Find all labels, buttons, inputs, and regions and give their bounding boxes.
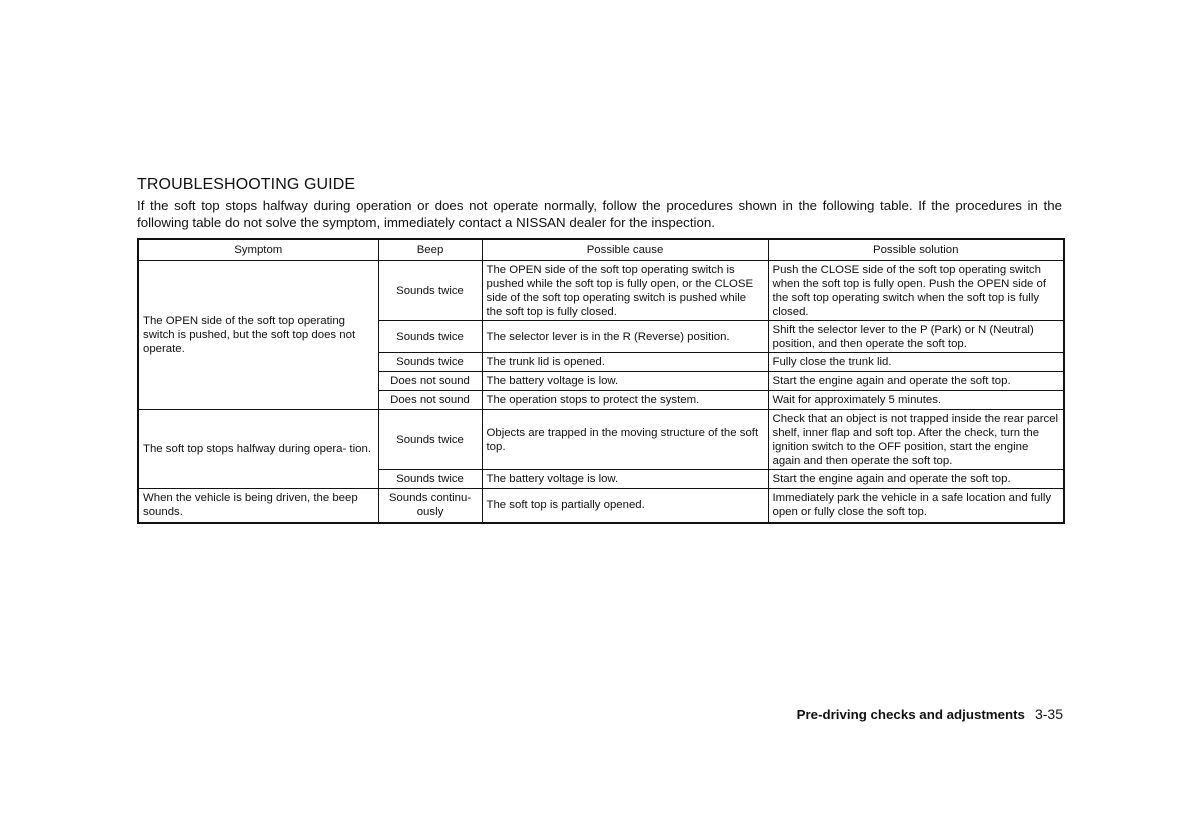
symptom-cell: When the vehicle is being driven, the beep sounds. bbox=[138, 489, 378, 523]
page-footer bbox=[797, 705, 1063, 724]
beep-cell: Does not sound bbox=[378, 372, 482, 391]
symptom-cell: The OPEN side of the soft top operating switch is pushed, but the soft top does not operate. bbox=[138, 261, 378, 410]
table-row bbox=[138, 489, 1064, 523]
solution-cell: Push the CLOSE side of the soft top operating switch when the soft top is fully open. Push the OPEN side of the soft top operating switch when the soft top is fully closed. bbox=[768, 261, 1064, 321]
solution-cell: Check that an object is not trapped inside the rear parcel shelf, inner flap and soft top. After the check, turn the ignition switch to the OFF position, start the engine again and then operate the soft top. bbox=[768, 410, 1064, 470]
symptom-cell: The soft top stops halfway during opera- tion. bbox=[138, 410, 378, 489]
solution-cell: Immediately park the vehicle in a safe location and fully open or fully close the soft top. bbox=[768, 489, 1064, 523]
beep-cell: Sounds twice bbox=[378, 410, 482, 470]
solution-cell: Shift the selector lever to the P (Park) or N (Neutral) position, and then operate the soft top. bbox=[768, 321, 1064, 353]
column-header-solution: Possible solution bbox=[768, 239, 1064, 261]
table-row bbox=[138, 410, 1064, 470]
beep-cell: Sounds continu- ously bbox=[378, 489, 482, 523]
column-header-beep: Beep bbox=[378, 239, 482, 261]
cause-cell: The trunk lid is opened. bbox=[482, 353, 768, 372]
solution-cell: Start the engine again and operate the soft top. bbox=[768, 372, 1064, 391]
solution-cell: Wait for approximately 5 minutes. bbox=[768, 391, 1064, 410]
solution-cell: Start the engine again and operate the soft top. bbox=[768, 470, 1064, 489]
cause-cell: The battery voltage is low. bbox=[482, 372, 768, 391]
cause-cell: The battery voltage is low. bbox=[482, 470, 768, 489]
cause-cell: The selector lever is in the R (Reverse) position. bbox=[482, 321, 768, 353]
troubleshooting-table bbox=[137, 238, 1065, 524]
beep-cell: Sounds twice bbox=[378, 353, 482, 372]
cause-cell: The operation stops to protect the system. bbox=[482, 391, 768, 410]
table-row bbox=[138, 261, 1064, 321]
column-header-cause: Possible cause bbox=[482, 239, 768, 261]
cause-cell: Objects are trapped in the moving structure of the soft top. bbox=[482, 410, 768, 470]
table-header-row bbox=[138, 239, 1064, 261]
intro-paragraph: If the soft top stops halfway during operation or does not operate normally, follow the procedures shown in the following table. If the procedures in the following table do not solve the symptom, immediately contact a NISSAN dealer for the inspection. bbox=[137, 198, 1062, 230]
page-number: 3-35 bbox=[1034, 706, 1063, 722]
page-title: TROUBLESHOOTING GUIDE bbox=[137, 176, 356, 193]
beep-cell: Sounds twice bbox=[378, 470, 482, 489]
cause-cell: The soft top is partially opened. bbox=[482, 489, 768, 523]
column-header-symptom: Symptom bbox=[138, 239, 378, 261]
beep-cell: Sounds twice bbox=[378, 261, 482, 321]
solution-cell: Fully close the trunk lid. bbox=[768, 353, 1064, 372]
beep-cell: Sounds twice bbox=[378, 321, 482, 353]
cause-cell: The OPEN side of the soft top operating switch is pushed while the soft top is fully open, or the CLOSE side of the soft top operating switch is pushed while the soft top is fully closed. bbox=[482, 261, 768, 321]
footer-section-title: Pre-driving checks and adjustments bbox=[796, 707, 1025, 722]
beep-cell: Does not sound bbox=[378, 391, 482, 410]
